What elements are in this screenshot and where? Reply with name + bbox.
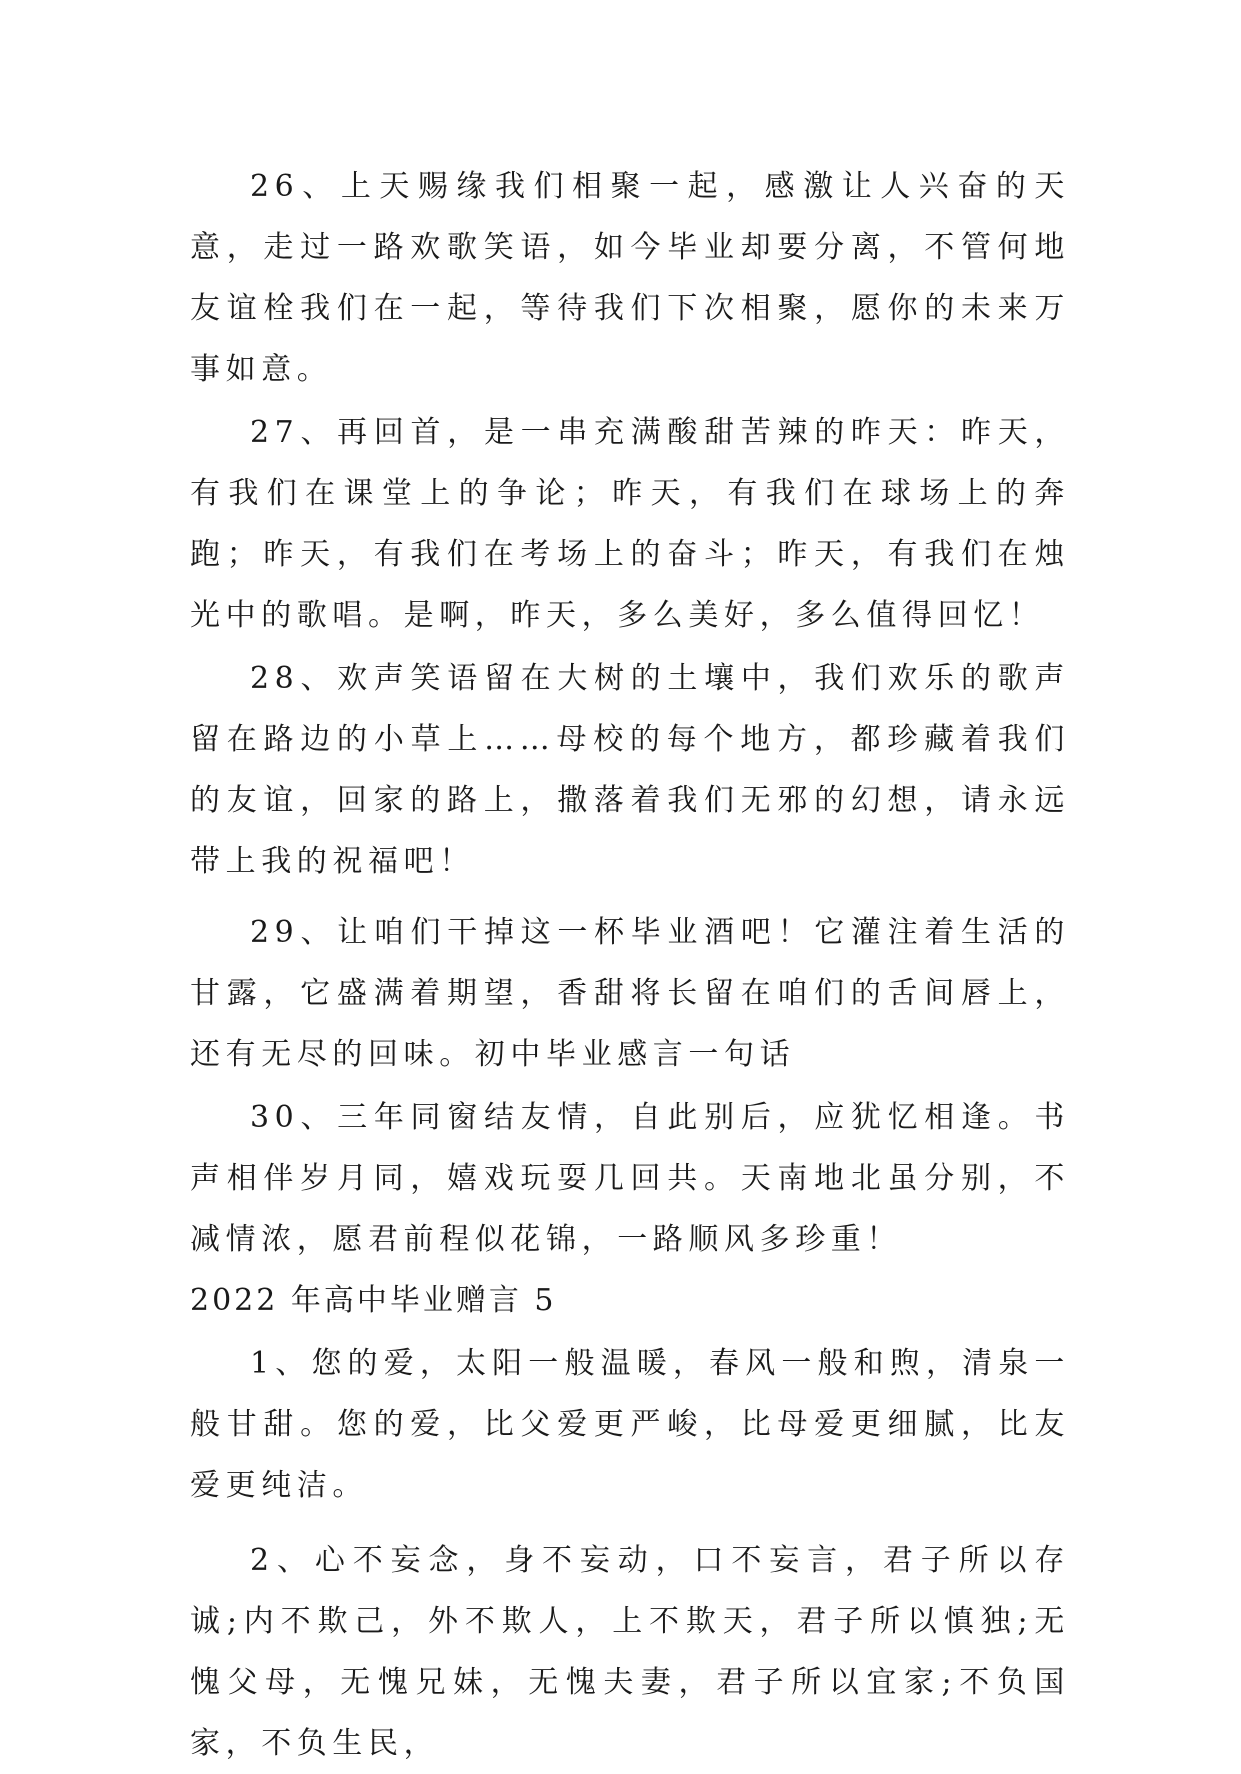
paragraph-28: 28、欢声笑语留在大树的土壤中，我们欢乐的歌声留在路边的小草上……母校的每个地方，都珍藏着我们的友谊，回家的路上，撒落着我们无邪的幻想，请永远带上我的祝福吧！ <box>190 661 1070 879</box>
section-title: 2022 年高中毕业赠言 5 <box>190 1283 557 1318</box>
document-body <box>190 156 1070 1774</box>
paragraph-1: 1、您的爱，太阳一般温暖，春风一般和煦，清泉一般甘甜。您的爱，比父爱更严峻，比母爱更细腻，比友爱更纯洁。 <box>190 1346 1070 1503</box>
paragraph-30: 30、三年同窗结友情，自此别后，应犹忆相逢。书声相伴岁月同，嬉戏玩耍几回共。天南地北虽分别，不减情浓，愿君前程似花锦，一路顺风多珍重！ <box>190 1100 1070 1257</box>
paragraph-27: 27、再回首，是一串充满酸甜苦辣的昨天：昨天，有我们在课堂上的争论；昨天，有我们在球场上的奔跑；昨天，有我们在考场上的奋斗；昨天，有我们在烛光中的歌唱。是啊，昨天，多么美好，多么值得回忆！ <box>190 415 1070 633</box>
paragraph-26: 26、上天赐缘我们相聚一起，感激让人兴奋的天意，走过一路欢歌笑语，如今毕业却要分离，不管何地友谊栓我们在一起，等待我们下次相聚，愿你的未来万事如意。 <box>190 169 1070 387</box>
paragraph-29: 29、让咱们干掉这一杯毕业酒吧！它灌注着生活的甘露，它盛满着期望，香甜将长留在咱们的舌间唇上，还有无尽的回味。初中毕业感言一句话 <box>190 915 1070 1072</box>
paragraph-2: 2、心不妄念，身不妄动，口不妄言，君子所以存诚;内不欺己，外不欺人，上不欺天，君子所以慎独;无愧父母，无愧兄妹，无愧夫妻，君子所以宜家;不负国家，不负生民， <box>190 1543 1070 1761</box>
